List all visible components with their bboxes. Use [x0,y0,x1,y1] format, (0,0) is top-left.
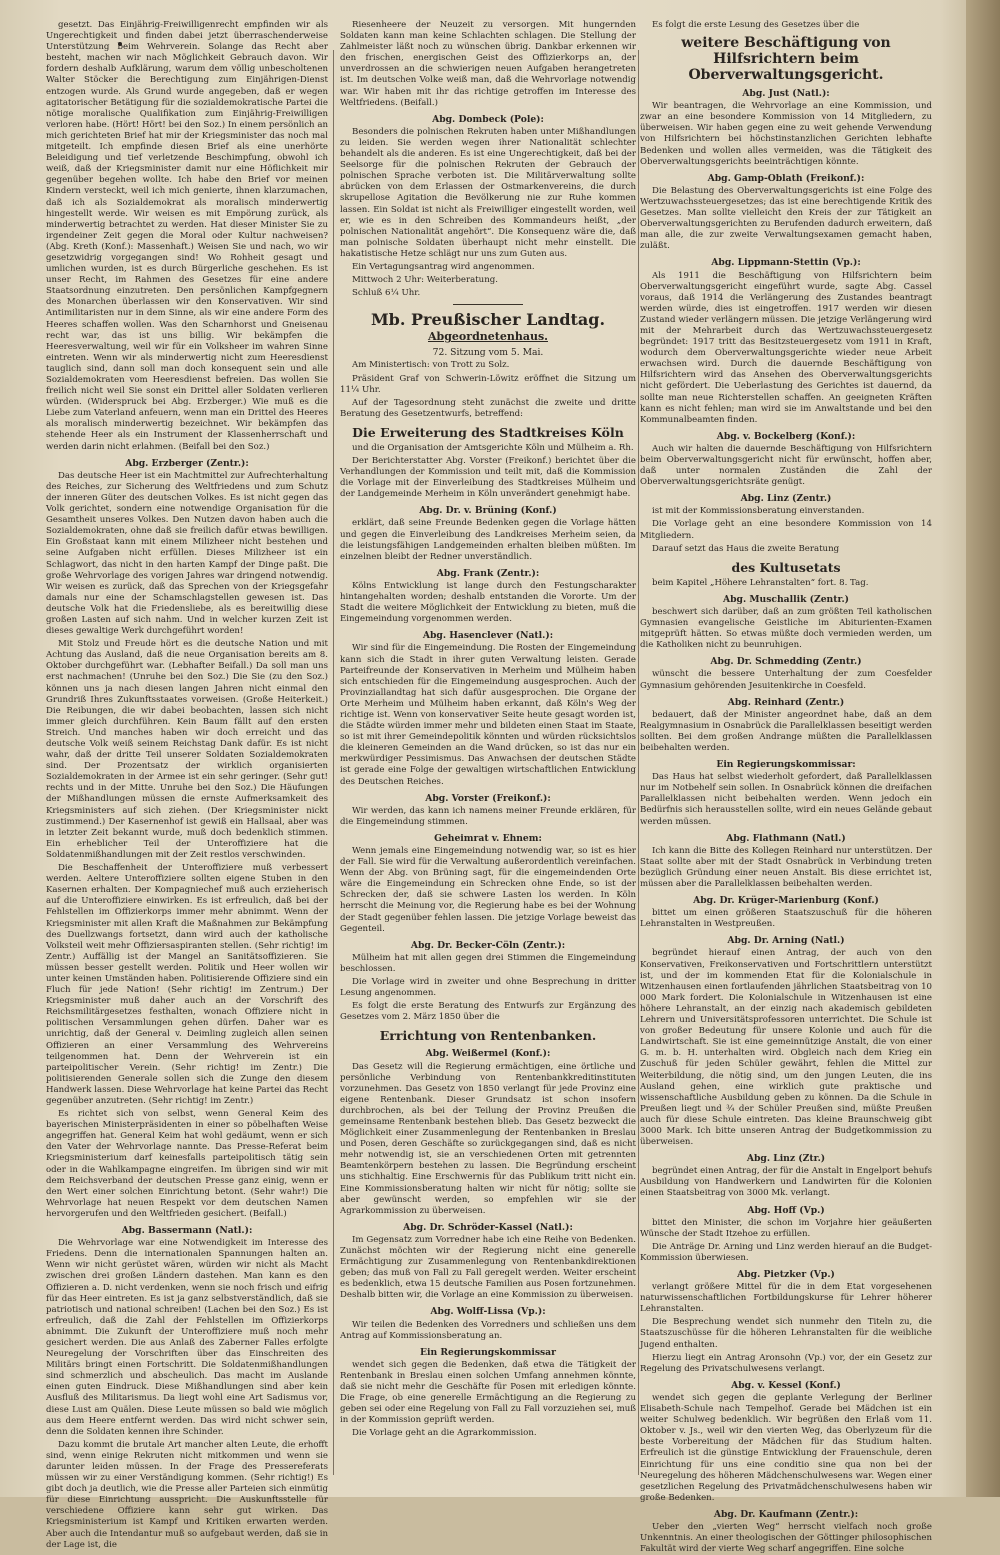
paragraph: Der Berichterstatter Abg. Vorster (Freikonf.) berichtet über die Verhandlungen der Kommission und teilt mit, daß die Kommission die Vorlage mit der Einverleibung des Stadtkreises Mülheim und der Landgemeinde Merheim in Köln unverändert genehmigt habe. [340,456,636,500]
paragraph: Ein Vertagungsantrag wird angenommen. [352,261,535,272]
speaker-heading: Abg. Linz (Ztr.) [746,1153,826,1165]
speaker-heading: Abg. Muschallik (Zentr.) [722,593,850,605]
column-2 [340,20,636,1480]
paragraph: Im Gegensatz zum Vorredner habe ich eine Reihe von Bedenken. Zunächst möchten wir der Regierung nicht eine generelle Ermächtigung zur Zusammenlegung von Rentenbankdirektionen geben; das muß von Fall zu Fall geregelt werden. Weiter erscheint es bedenklich, etwa 15 deutsche Familien aus Posen fortzunehmen. Deshalb bitten wir, die Vorlage an eine Kommission zu überweisen. [340,1234,636,1301]
speaker-heading: Abg. Just (Natl.): [742,88,830,100]
speaker-heading: Abg. Hoff (Vp.) [747,1204,825,1216]
paragraph: beschwert sich darüber, daß an zum größten Teil katholischen Gymnasien evangelische Geistliche im Abiturienten-Examen mitgeprüft hätten. So etwas müßte doch vermieden werden, um die Katholiken nicht zu beunruhigen. [640,606,932,651]
paragraph: Wir teilen die Bedenken des Vorredners und schließen uns dem Antrag auf Kommissionsberatung an. [340,1319,636,1341]
paragraph: Kölns Entwicklung ist lange durch den Festungscharakter hintangehalten worden; deshalb entstanden die Vororte. Um der Stadt die weitere Möglichkeit der Entwicklung zu bieten, muß die Eingemeindung vorgenommen werden. [340,580,636,625]
paragraph: Die Beschaffenheit der Unteroffiziere muß verbessert werden. Aeltere Unteroffiziere sollten eigene Stuben in den Kasernen erhalten. Der Kompagniechef muß auch erzieherisch auf die Unteroffiziere einwirken. Es ist erfreulich, daß bei der Fehlstellen im Offizierkorps immer mehr abnimmt. Wenn der Kriegsminister mit allen Kraft die Maßnahmen zur Bekämpfung des Duellzwangs fortsetzt, dann wird auch der katholische Volksteil weit mehr Offiziersaspiranten stellen. (Sehr richtig! im Zentr.) Auffällig ist der Mangel an Sanitätsoffizieren. Sie müssen besser gestellt werden. Politik und Heer wollen wir unter keinen Umständen haben. Politisierende Offiziere sind ein Fluch für jede Nation! (Sehr richtig! im Zentrum.) Der Kriegsminister muß daher auch an der Vorschrift des Reichsmilitärgesetzes festhalten, wonach Offiziere nicht in politischen Versammlungen gehen dürfen. Daher war es unrichtig, daß der General v. Deimling zugleich allen seinen Offizieren an einer Versammlung des Wehrvereins teilgenommen hat. Denn der Wehrverein ist ein parteipolitischer Verein. (Sehr richtig! im Zentr.) Die politisierenden Generale sollen sich die Zunge den diesem Handwerk lassen. Diese Wehrvorlage hat keine Partei das Recht gegenüber anzutreten. (Sehr richtig! im Zentr.) [46,863,328,1106]
paragraph: Wir sind für die Eingemeindung. Die Rosten der Eingemeindung kann sich die Stadt in ihrer guten Verwaltung leisten. Gerade Parteifreunde der Konservativen in Merheim und Mülheim haben sich entschieden für die Eingemeindung ausgesprochen. Auch der Provinziallandtag hat sich dafür ausgesprochen. Die Organe der Orte Merheim und Mülheim haben erkannt, daß Köln's Weg der richtige ist. Wenn von konservativer Seite heute gesagt worden ist, die Städte würden immer mehr und bildeten einen Staat im Staate, so ist mit ihrer Gemeindepolitik könnten und würden rücksichtslos die kleineren Gemeinden an die Wand drücken, so ist das nur ein merkwürdiger Pessimismus. Das Anwachsen der deutschen Städte ist gerade eine Folge der gewaltigen wirtschaftlichen Entwicklung des Deutschen Reiches. [340,643,636,787]
paragraph: Besonders die polnischen Rekruten haben unter Mißhandlungen zu leiden. Sie werden wegen ihrer Nationalität schlechter behandelt als die anderen. Es ist eine Ungerechtigkeit, daß bei der Seelsorge für die polnischen Rekruten der Gebrauch der polnischen Sprache verboten ist. Die Militärverwaltung sollte abrücken von dem Erlassen der Ostmarkenvereins, die durch skrupellose Agitation die Bevölkerung nie zur Ruhe kommen lassen. Ein Soldat ist nicht als Freiwilliger eingestellt worden, weil er, wie es in den Schreiben des Kommandeurs heißt, „der polnischen Nationalität angehört“. Die Konsequenz wäre die, daß man polnische Soldaten überhaupt nicht mehr einstellt. Die hakatistische Hetze schlägt nur uns zum Guten aus. [340,126,636,259]
paragraph: Es folgt die erste Beratung des Entwurfs zur Ergänzung des Gesetzes vom 2. März 1850 über die [340,1001,636,1023]
speaker-heading: Abg. Pietzker (Vp.) [737,1269,835,1280]
section-rule [453,304,523,305]
paragraph: bittet den Minister, die schon im Vorjahre hier geäußerten Wünsche der Stadt Itzehoe zu erfüllen. [640,1217,932,1239]
column-1 [46,20,328,1550]
paragraph: und die Organisation der Amtsgerichte Köln und Mülheim a. Rh. [352,442,634,453]
paragraph: begründet einen Antrag, der für die Anstalt in Engelport behufs Ausbildung von Handwerkern und Landwirten für die Kolonien einen Staatsbeitrag von 3000 Mk. verlangt. [640,1166,932,1199]
paragraph: Ueber den „vierten Weg“ herrscht vielfach noch große Unkenntnis. An einer theologischen der Göttinger philosophischen Fakultät wird der vierte Weg scharf angegriffen. Eine solche [640,1521,932,1555]
speaker-heading: Abg. Bassermann (Natl.): [121,1225,253,1237]
speaker-heading: Abg. Flathmann (Natl.) [726,832,846,844]
paragraph: Die Besprechung wendet sich nunmehr den Titeln zu, die Staatszuschüsse für die höheren Lehranstalten für die weibliche Jugend enthalten. [640,1317,932,1350]
paragraph: Hierzu liegt ein Antrag Aronsohn (Vp.) vor, der ein Gesetz zur Regelung des Privatschulwesens verlangt. [640,1352,932,1374]
speaker-heading: Abg. Dr. Kaufmann (Zentr.): [713,1508,859,1520]
column-3 [640,20,932,1555]
paragraph: gesetzt. Das Einjährig-Freiwilligenrecht empfinden wir als Ungerechtigkeit und finden dabei jetzt überraschenderweise Unterstützung beim Wehrverein. Solange das Recht aber besteht, machen wir nach Möglichkeit Gebrauch davon. Wir fordern deshalb Aufklärung, warum dem völlig unbescholtenen Walter Stöcker die Berechtigung zum Einjährigen-Dienst entzogen wurde. Als Grund wurde angegeben, daß er wegen agitatorischer Betätigung für die sozialdemokratische Partei die nötige moralische Qualifikation zum Einjährig-Freiwilligen verloren habe. (Hört! Hört! bei den Soz.) In einem persönlich an mich gerichteten Brief hat mir der Kriegsminister das noch mal mitgeteilt. Ich empfinde diesen Brief als eine unerhörte Beleidigung und tief verletzende Beschimpfung, obwohl ich weiß, daß der Kriegsminister damit nur eine Höflichkeit mir gegenüber begehen wollte. Ich habe den Brief vor meinen Kindern versteckt, weil ich mich genierte, ihnen klarzumachen, daß ich als Sozialdemokrat als moralisch minderwertig hingestellt werde. Wir weisen es mit Empörung zurück, als minderwertig betrachtet zu werden. Hat dieser Minister Sie zu irgendeiner Zeit gegen die Moral oder Kultur nachweisen? (Abg. Kreth (Konf.): Massenhaft.) Weisen Sie und nach, wo wir gesetzwidrig vorgegangen sind! Wo Rohheit gesagt und umlichen wurden, ist es durch Bürgerliche geschehen. Es ist unser Recht, im Rahmen des Gesetzes für eine andere Staatsordnung einzutreten. Den persönlichen Kampfgegnern des Monarchen überlassen wir den Konservativen. Wir sind Antimilitaristen nur in dem Sinne, als wir eine andere Form des Heeres schaffen wollen. Was den Scharnhorst und Gneisenau recht war, das ist uns billig. Wir bekämpfen die Heeresverwaltung, weil wir für ein Volksheer im wahren Sinne eintreten. Wenn wir als minderwertig nicht zum Heeresdienst tauglich sind, dann soll man doch konsequent sein und alle Sozialdemokraten vom Heeresdienst befreien. Das wollen Sie freilich nicht weil Sie sonst ein Drittel aller Soldaten verlieren würden. (Widerspruck bei Abg. Erzberger.) Wie muß es die Liebe zum Vaterland anfeuern, wenn man ein Drittel des Heeres als moralisch minderwertig bezeichnet. Wir bekämpfen das stehende Heer als ein Instrument der Klassenherrschaft und werden darin nicht erlahmen. (Beifall bei den Soz.) [46,20,328,452]
paragraph: Es folgt die erste Lesung des Gesetzes über die [652,20,860,30]
speaker-heading: Geheimrat v. Ehnem: [434,832,542,844]
paragraph: bedauert, daß der Minister angeordnet habe, daß an dem Realgymnasium in Osnabrück die Parallelklassen beseitigt werden sollten. Bei dem großen Andrange müßten die Parallelklassen beibehalten werden. [640,709,932,753]
speaker-heading: Abg. Vorster (Freikonf.): [425,792,551,804]
paragraph: Die Vorlage wird in zweiter und ohne Besprechung in dritter Lesung angenommen. [340,977,636,999]
paragraph: wendet sich gegen die Bedenken, daß etwa die Tätigkeit der Rentenbank in Breslau einen solchen Umfang annehmen könnte, daß sie nicht mehr die Geschäfte für Posen mit erledigen könnte. Die Frage, ob eine generelle Ermächtigung an die Regierung zu geben sei oder eine Regelung von Fall zu Fall vorzuziehen sei, muß in der Kommission geprüft werden. [340,1359,636,1426]
speaker-heading: Abg. Wolff-Lissa (Vp.): [430,1306,546,1318]
speaker-heading: Abg. Dr. v. Brüning (Konf.) [419,505,557,517]
paragraph: Dazu kommt die brutale Art mancher alten Leute, die erhofft sind, wenn einige Rekruten nicht mitkommen und wenn sie darunter leiden müssen. In der Frage des Pressereferats müssen wir zu einer Verständigung kommen. (Sehr richtig!) Es gibt doch ja deutlich, wie die Presse aller Parteien sich einmütig für diese Einrichtung ausspricht. Die Auskunftsstelle für verschiedene Offiziere kann sehr gut wirken. Das Kriegsministerium ist Kampf und Kritiken erwarten werden. Aber auch die Intendantur muß so aufgebaut werden, daß sie in der Lage ist, die [46,1439,328,1550]
speaker-heading: Abg. Erzberger (Zentr.): [125,457,249,469]
paragraph: Mit Stolz und Freude hört es die deutsche Nation und mit Achtung das Ausland, daß die neue Organisation bereits am 8. Oktober durchgeführt war. (Lebhafter Beifall.) Da soll man uns erst nachmachen! (Unruhe bei den Soz.) Die Sie (zu den Soz.) können uns ja nach diesen langen Jahren nicht einmal den Grundriß Ihres Zukunftsstaates vorweisen. (Große Heiterkeit.) Die Reibungen, die wir dabei beobachten, lassen sich nicht immer gleich durchführen. Kein Baum fällt auf den ersten Streich. Und manches haben wir doch erreicht und das deutsche Volk weiß seinem Reichstag Dank dafür. Es ist nicht wahr, daß der dritte Teil unserer Soldaten Sozialdemokraten sind. Der Prozentsatz der wirklich organisierten Sozialdemokraten in der Armee ist ein sehr geringer. (Sehr gut! rechts und in der Mitte. Unruhe bei den Soz.) Die Häufungen der Mißhandlungen müssen die ernste Aufmerksamkeit des Kriegsministers auf sich ziehen. (Der Kriegsminister nickt zustimmend.) Der Kasernenhof ist gewiß ein Hallsaal, aber was in letzter Zeit bekannt wurde, muß doch bedenklich stimmen. Ein erheblicher Teil der Unteroffiziere hat die Soldatenmißhandlungen mit der Zeit restlos verschwinden. [46,639,328,860]
paragraph: Mittwoch 2 Uhr: Weiterberatung. [352,275,498,286]
speaker-heading: Abg. Hasenclever (Natl.): [422,630,554,642]
column-divider [638,50,639,1475]
speaker-heading: Abg. Gamp-Oblath (Freikonf.): [707,172,865,184]
paragraph: wendet sich gegen die geplante Verlegung der Berliner Elisabeth-Schule nach Tempelhof. Gerade bei Mädchen ist ein weiter Schulweg bedenklich. Wir begrüßen den Erlaß vom 11. Oktober v. Js., weil wir den vierten Weg, das Oberlyzeum für die beste Vorbereitung der Mädchen für das Studium halten. Erfreulich ist die günstige Entwicklung der Frauenschule, deren Einrichtung für uns eine conditio sine qua non bei der Neuregelung des höheren Mädchenschulwesens war. Wegen einer gesetzlichen Regelung des Privatmädchenschulwesens haben wir große Bedenken. [640,1392,932,1503]
paragraph: Die Wehrvorlage war eine Notwendigkeit im Interesse des Friedens. Denn die internationalen Spannungen halten an. Wenn wir nicht gerüstet wären, würden wir nicht als Macht zwischen drei großen Ländern dastehen. Man kann es den Offizieren a. D. nicht verdenken, wenn sie noch frisch und eifrig für das Heer eintreten. Es ist ja ganz selbstverständlich, daß sie patriotisch und national schreiben! (Lachen bei den Soz.) Es ist erfreulich, daß die Zahl der Fehlstellen im Offizierkorps abnimmt. Die Zukunft der Unteroffiziere muß noch mehr gesichert werden. Die aus Anlaß des Zaberner Falles erfolgte Neuregelung der Vorschriften über das Einschreiten des Militärs bringt einen Fortschritt. Die Soldatenmißhandlungen sind schmerzlich und abscheulich. Das macht im Auslande einen guten Eindruck. Diese Mißhandlungen sind aber kein Ausfluß des Militarismus. Da liegt wohl eine Art Sadismus vor, diese Lust am Quälen. Diese Leute müssen so bald wie möglich aus dem Heere entfernt werden. Das wird nicht schwer sein, denn die Soldaten kennen ihre Schinder. [46,1238,328,1437]
speaker-heading: Abg. Reinhard (Zentr.) [727,696,845,708]
paragraph: verlangt größere Mittel für die in dem Etat vorgesehenen naturwissenschaftlichen Fortbildungskurse für Lehrer höherer Lehranstalten. [640,1282,932,1315]
speaker-heading: Abg. v. Bockelberg (Konf.): [716,430,856,442]
paragraph: Wenn jemals eine Eingemeindung notwendig war, so ist es hier der Fall. Sie wird für die Verwaltung außerordentlich vereinfachen. Wenn der Abg. von Brüning sagt, für die eingemeindenden Orte wäre die Eingemeindung ein Schrecken ohne Ende, so ist der Schrecken der, daß sie schwere Lasten los werden. In Köln herrscht die Meinung vor, die Regierung habe es bei der Wohnung der Stadt gegenüber fehlen lassen. Die jetzige Vorlage beweist das Gegenteil. [340,846,636,934]
paragraph: beim Kapitel „Höhere Lehranstalten“ fort. 8. Tag. [652,577,869,588]
speaker-heading: Abg. Dombeck (Pole): [432,113,544,125]
section-subtitle: Abgeordnetenhaus. [428,330,548,344]
paragraph: Das Haus hat selbst wiederholt gefordert, daß Parallelklassen nur im Notbehelf sein sollen. In Osnabrück können die dreifachen Parallelklassen nicht beibehalten werden. Wenn jedoch ein Bedürfnis sich herausstellen sollte, wird ein neues Gelände gebaut werden müssen. [640,772,932,827]
page-edge [966,0,1000,1497]
section-title: Mb. Preußischer Landtag. [370,310,606,330]
speaker-heading: Abg. Dr. Becker-Cöln (Zentr.): [410,939,566,951]
speaker-heading: Abg. Dr. Arning (Natl.) [727,935,845,947]
speaker-heading: Abg. Dr. Schröder-Kassel (Natl.): [403,1221,573,1233]
topic-heading: Die Erweiterung des Stadtkreises Köln [352,424,624,440]
session-line: 72. Sitzung vom 5. Mai. [432,347,544,359]
paragraph: ist mit der Kommissionsberatung einverstanden. [652,506,865,517]
column-divider [333,50,334,1475]
paragraph: Die Vorlage geht an die Agrarkommission. [352,1428,537,1439]
paragraph: Schluß 6¼ Uhr. [352,288,421,299]
topic-heading: des Kultusetats [731,559,841,575]
paragraph: bittet um einen größeren Staatszuschuß für die höheren Lehranstalten in Westpreußen. [640,908,932,930]
paragraph: Das deutsche Heer ist ein Machtmittel zur Aufrechterhaltung des Reiches, zur Sicherung des Weltfriedens und zum Schutz der inneren Güter des deutschen Volkes. Es ist nicht gegen das Volk gerichtet, sondern eine notwendige Organisation für die Gesamtheit unseres Volkes. Den Nutzen davon haben auch die Sozialdemokraten, ohne daß sie freilich dafür etwas bewilligen. Ein Großstaat kann mit einem Milizheer nicht bestehen und seine Aufgaben nicht erfüllen. Dieses Milizheer ist ein Schlagwort, das nicht in den harten Kampf der Dinge paßt. Die große Wehrvorlage des vorigen Jahres war dringend notwendig. Wir weisen es zurück, daß das Sprechen von der Kriegsgefahr damals nur eine der Schamschlagstellen gewesen ist. Das deutsche Volk hat die Friedensliebe, als es bereitwillig diese großen Lasten auf sich nahm. Und in welcher kurzen Zeit ist dieses gewaltige Werk durchgeführt worden! [46,470,328,637]
paragraph: Das Gesetz will die Regierung ermächtigen, eine örtliche und persönliche Verbindung von Rentenbankkreditinstituten vorzunehmen. Das Gesetz von 1850 verlangt für jede Provinz eine eigene Rentenbank. Dieser Grundsatz ist schon insofern durchbrochen, als bei der Teilung der Provinz Preußen die gemeinsame Rentenbank bestehen blieb. Das Gesetz bezweckt die Möglichkeit einer Zusammenlegung der Rentenbanken in Breslau und Posen, deren Geschäfte so zurückgegangen sind, daß es nicht mehr notwendig ist, sie an verschiedenen Orten mit getrennten Beamtenkörpern bestehen zu lassen. Die Begründung erscheint uns stichhaltig. Eine Erschwernis für das Publikum tritt nicht ein. Eine Kommissionsberatung halten wir nicht für nötig; sollte sie aber gewünscht werden, so empfehlen wir sie der Agrarkommission zu überweisen. [340,1061,636,1216]
speaker-heading: Abg. Linz (Zentr.) [740,493,832,505]
speaker-heading: Abg. v. Kessel (Konf.) [731,1379,841,1391]
topic-heading: Errichtung von Rentenbanken. [379,1028,597,1044]
topic-heading: weitere Beschäftigung von Hilfsrichtern beim Oberverwaltungsgericht. [681,35,891,84]
speaker-heading: Abg. Frank (Zentr.): [436,567,540,579]
paragraph: Am Ministertisch: von Trott zu Solz. [352,360,510,371]
speaker-heading: Abg. Dr. Krüger-Marienburg (Konf.) [693,895,879,907]
paragraph: Die Anträge Dr. Arning und Linz werden hierauf an die Budget-Kommission überwiesen. [640,1241,932,1263]
paragraph: Präsident Graf von Schwerin-Löwitz eröffnet die Sitzung um 11¼ Uhr. [340,373,636,395]
paragraph: Darauf setzt das Haus die zweite Beratung [652,543,840,554]
speaker-heading: Abg. Weißermel (Konf.): [425,1048,551,1060]
paragraph: Die Vorlage geht an eine besondere Kommission von 14 Mitgliedern. [640,519,932,541]
paragraph: Auf der Tagesordnung steht zunächst die zweite und dritte Beratung des Gesetzentwurfs, betreffend: [340,397,636,419]
paragraph: Wir werden, das kann ich namens meiner Freunde erklären, für die Eingemeindung stimmen. [340,805,636,827]
speaker-heading: Ein Regierungskommissar [420,1346,556,1358]
paragraph: begründet hierauf einen Antrag, der auch von den Konservativen, Freikonservativen und Fortschrittlern unterstützt ist, und der im kommenden Etat für die Kolonialschule in Witzenhausen einen fortlaufenden jährlichen Staatsbeitrag von 10 000 Mark fordert. Die Kolonialschule in Witzenhausen ist eine höhere Lehranstalt, an der einzig nach akademisch gebildeten Lehrern und Universitätsprofessoren unterrichtet. Die Schule ist von großer Bedeutung für unsere Kolonie und auch für die Landwirtschaft. Sie ist eine gemeinnützige Anstalt, die von einer G. m. b. H. unterhalten wird. Obgleich nach dem Krieg ein Zuschuß für jeden Schüler gewährt, fehlen die Mittel zur Weiterbildung, die nötig sind, um den jungen Leuten, die ins Ausland gehen, eine wirklich gute praktische und wissenschaftliche Ausbildung geben zu können. Da die Schule in Preußen liegt und ¾ der Schüler Preußen sind, müßte Preußen auch für diese Schule eintreten. Das kleine Braunschweig gibt 3000 Mark. Ich bitte unseren Antrag der Budgetkommission zu überweisen. [640,948,932,1148]
paragraph: Mülheim hat mit allen gegen drei Stimmen die Eingemeindung beschlossen. [340,952,636,974]
paragraph: wünscht die bessere Unterhaltung der zum Coesfelder Gymnasium gehörenden Jesuitenkirche in Coesfeld. [640,669,932,691]
speaker-heading: Abg. Lippmann-Stettin (Vp.): [711,257,861,269]
paragraph: Wir beantragen, die Wehrvorlage an eine Kommission, und zwar an eine besondere Kommission von 14 Mitgliedern, zu überweisen. Wir haben gegen eine zu weit gehende Verwendung von Hilfsrichtern bei höchstinstanzlichen Gerichten lebhafte Bedenken und wollen alles vermeiden, was die Tätigkeit des Oberverwaltungsgerichts beeinträchtigen könnte. [640,101,932,167]
paragraph: Auch wir halten die dauernde Beschäftigung von Hilfsrichtern beim Oberverwaltungsgericht nicht für erwünscht, hoffen aber, daß unter normalen Zuständen die Zahl der Oberverwaltungsgerichtsräte genügt. [640,443,932,488]
paragraph: Als 1911 die Beschäftigung von Hilfsrichtern beim Oberverwaltungsgericht eingeführt wurde, sagte Abg. Cassel voraus, daß 1914 die Verlängerung des Zustandes beantragt werden würde, dies ist eingetroffen. 1917 werden wir diesen Zustand wieder verlängern müssen. Die jetzige Verlängerung wird mit der Mehrarbeit durch das Wertzuwachssteuergesetz begründet: 1917 tritt das Besitzsteuergesetz vom 1911 in Kraft, wodurch dem Oberverwaltungsgerichte wieder neue Arbeit erwachsen wird. Durch die dauernde Beschäftigung von Hilfsrichtern wird das Ansehen des Oberverwaltungsgerichts nicht gefördert. Die Ueberlastung des Gerichtes ist dauernd, da sollte man neue Richterstellen schaffen. An geeigneten Kräften kann es nicht fehlen; man wird sie im Anwaltstande und bei den Kommunalbeamten finden. [640,270,932,425]
paragraph: Es richtet sich von selbst, wenn General Keim des bayerischen Ministerpräsidenten in einer so pöbelhaften Weise angegriffen hat. General Keim hat wohl gedäumt, wenn er sich den Vater der Wehrvorlage nannte. Das Presse-Referat beim Kriegsministerium darf keinesfalls parteipolitisch tätig sein oder in die Wahlkampagne eingreifen. Im übrigen sind wir mit dem Reichsverband der deutschen Presse ganz einig, wenn er den Wert einer solchen Einrichtung betont. (Sehr wahr!) Die Wehrvorlage hat neuen Respekt vor dem deutschen Namen hervorgerufen und den Weltfrieden gesichert. (Beifall.) [46,1109,328,1219]
paragraph: Riesenheere der Neuzeit zu versorgen. Mit hungernden Soldaten kann man keine Schlachten schlagen. Die Stellung der Zahlmeister läßt noch zu wünschen übrig. Dankbar erkennen wir den frischen, energischen Geist des Offizierkorps an, der unverdrossen an die schwierigen neuen Aufgaben herangetreten ist. Im deutschen Volke weiß man, daß die Wehrvorlage notwendig war. Wir haben mit ihr das richtige getroffen im Interesse des Weltfriedens. (Beifall.) [340,20,636,108]
speaker-heading: Abg. Dr. Schmedding (Zentr.) [710,656,862,668]
paragraph: Die Belastung des Oberverwaltungsgerichts ist eine Folge des Wertzuwachssteuergesetzes; das ist eine berechtigende Kritik des Gesetzes. Man sollte vielleicht den Kreis der zur Tätigkeit an Oberverwaltungsgerichten zu Berufenden dadurch erweitern, daß man alle, die zur zweite Verwaltungsexamen gemacht haben, zuläßt. [640,185,932,252]
speaker-heading: Ein Regierungskommissar: [716,759,856,771]
paragraph: Ich kann die Bitte des Kollegen Reinhard nur unterstützen. Der Staat sollte aber mit der Stadt Osnabrück in Verbindung treten bezüglich Gründung einer neuen Anstalt. Bis diese errichtet ist, müssen aber die Parallelklassen beibehalten werden. [640,845,932,889]
paragraph: erklärt, daß seine Freunde Bedenken gegen die Vorlage hätten und gegen die Einverleibung des Landkreises Merheim seien, da die leistungsfähigen Landgemeinden erhalten bleiben müßten. Im einzelnen bleibt der Redner unverständlich. [340,518,636,562]
